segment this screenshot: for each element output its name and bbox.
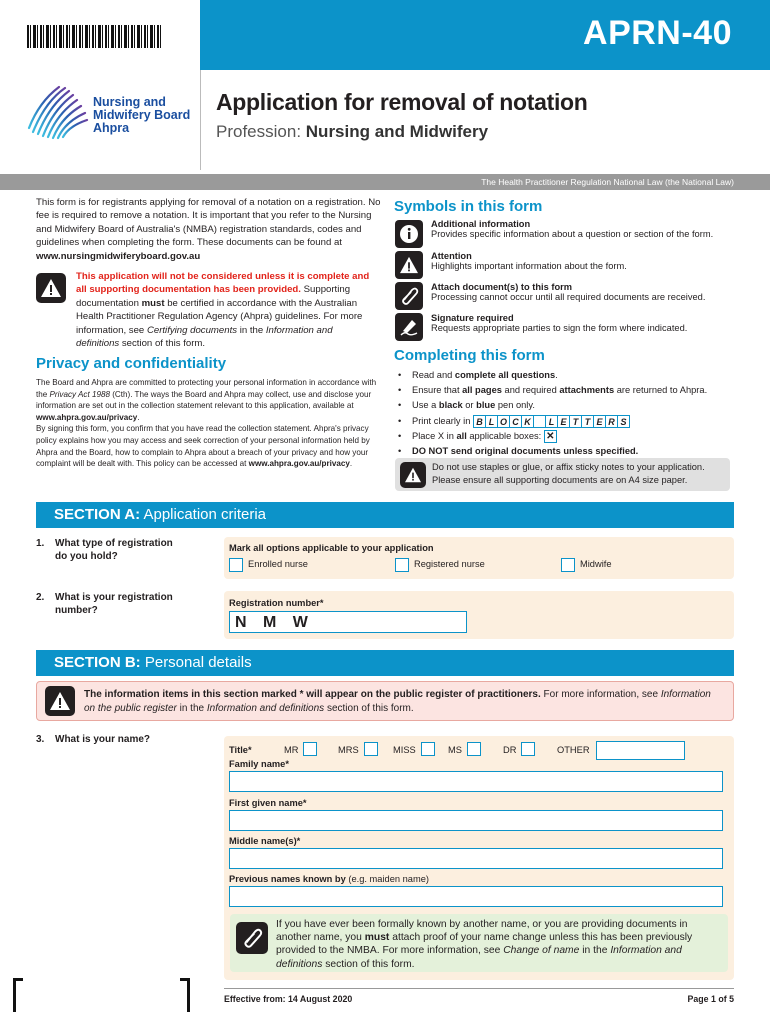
section-a-header: SECTION A: Application criteria (36, 502, 734, 528)
attention-icon (45, 686, 75, 716)
attention-paragraph: This application will not be considered unless it is complete and all supporting documentation has been provided. Supporting documentation must be certified in accordance with the Australian Health Practitioner Regulation Agency (Ahpra) guidelines. For more information, see Certifying documents in the Information and definitions section of this form. (76, 271, 370, 350)
registration-type-label: Mark all options applicable to your application (229, 543, 434, 553)
question-2: 2. What is your registration number? (36, 592, 173, 616)
intro-paragraph: This form is for registrants applying for removal of a notation on a registration. No fee is required to remove a notation. It is important that you refer to the Nursing and Midwifery Board of Australia's (NMBA) registration standards, codes and guidelines when completing the form. These documents can be found at www.nursingmidwiferyboard.gov.au (36, 197, 381, 262)
symbol-signature: Signature required Requests appropriate parties to sign the form where indicated. (431, 313, 688, 333)
profession-subtitle: Profession: Nursing and Midwifery (216, 122, 489, 141)
first-name-input[interactable] (229, 810, 723, 831)
enrolled-nurse-checkbox[interactable] (229, 558, 243, 572)
registration-number-input[interactable]: N M W (229, 611, 467, 633)
signature-pen-icon (395, 313, 423, 341)
title-ms-checkbox[interactable] (467, 742, 481, 756)
symbol-attention: Attention Highlights important information about the form. (431, 251, 627, 271)
title-mr-checkbox[interactable] (303, 742, 317, 756)
list-item: • Print clearly in B L O C K L E T T E R S (398, 414, 738, 429)
paperclip-icon (236, 922, 268, 954)
symbol-attach: Attach document(s) to this form Processing cannot occur until all required documents are received. (431, 282, 706, 302)
list-item: • Read and complete all questions. (398, 368, 738, 383)
title-other-label: OTHER (557, 745, 590, 755)
privacy-link-2[interactable]: www.ahpra.gov.au/privacy (248, 459, 350, 469)
completing-heading: Completing this form (394, 347, 545, 364)
title-dr-checkbox[interactable] (521, 742, 535, 756)
registration-number-label: Registration number* (229, 598, 324, 608)
crop-mark-left (13, 978, 23, 1012)
list-item: • Place X in all applicable boxes: ✕ (398, 429, 738, 444)
list-item: • Use a black or blue pen only. (398, 398, 738, 413)
block-letters-example: B L O C K L E T T E R S (473, 416, 629, 426)
header-divider (200, 70, 201, 170)
section-b-header: SECTION B: Personal details (36, 650, 734, 676)
staples-notice-text: Do not use staples or glue, or affix sticky notes to your application. Please ensure all supporting documents are on A4 size paper. (432, 462, 705, 485)
first-name-label: First given name* (229, 798, 307, 808)
info-icon (395, 220, 423, 248)
form-code: APRN-40 (583, 14, 732, 52)
question-3: 3. What is your name? (36, 734, 151, 745)
registered-nurse-label: Registered nurse (414, 559, 485, 569)
crop-mark-right (180, 978, 190, 1012)
symbols-heading: Symbols in this form (394, 198, 543, 215)
title-miss-checkbox[interactable] (421, 742, 435, 756)
board-logo-icon (25, 82, 91, 142)
privacy-paragraph: The Board and Ahpra are committed to protecting your personal information in accordance with the Privacy Act 1988 (Cth). The ways the Board and Ahpra may collect, use and disclose your information are set out in the collection statement relevant to this application, available at www.ahpra.gov.au/privacy. By signing this form, you confirm that you have read the collection statement. Ahpra's privacy policy explains how you may access and seek correction of your personal information held by Ahpra and the Board, how to complain to Ahpra about a breach of your privacy and how your complaint will be dealt with. This policy can be accessed at www.ahpra.gov.au/privacy. (36, 378, 377, 469)
page-number: Page 1 of 5 (687, 994, 734, 1004)
footer-divider (224, 988, 734, 989)
midwife-label: Midwife (580, 559, 612, 569)
board-website-link[interactable]: www.nursingmidwiferyboard.gov.au (36, 250, 201, 262)
middle-name-input[interactable] (229, 848, 723, 869)
title-label: Title* (229, 745, 252, 755)
list-item: • DO NOT send original documents unless specified. (398, 444, 738, 459)
list-item: • Ensure that all pages and required attachments are returned to Ahpra. (398, 383, 738, 398)
completing-list (398, 368, 738, 459)
title-mrs-label: MRS (338, 745, 359, 755)
title-ms-label: MS (448, 745, 462, 755)
enrolled-nurse-label: Enrolled nurse (248, 559, 308, 569)
family-name-label: Family name* (229, 759, 289, 769)
family-name-input[interactable] (229, 771, 723, 792)
registered-nurse-checkbox[interactable] (395, 558, 409, 572)
symbol-info: Additional information Provides specific information about a question or section of the form. (431, 219, 714, 239)
law-text: The Health Practitioner Regulation National Law (the National Law) (481, 177, 734, 187)
example-x-box: ✕ (544, 430, 557, 443)
midwife-checkbox[interactable] (561, 558, 575, 572)
title-other-input[interactable] (596, 741, 685, 760)
attention-icon (36, 273, 66, 303)
title-dr-label: DR (503, 745, 517, 755)
page-title: Application for removal of notation (216, 89, 588, 115)
middle-name-label: Middle name(s)* (229, 836, 301, 846)
privacy-heading: Privacy and confidentiality (36, 355, 227, 372)
title-miss-label: MISS (393, 745, 416, 755)
question-1: 1. What type of registration do you hold? (36, 538, 173, 562)
public-register-alert-text: The information items in this section marked * will appear on the public register of practitioners. For more information, see Information on the public register in the Information and definitions section of this form. (84, 689, 711, 714)
name-change-info-text: If you have ever been formally known by another name, or you are providing documents in another name, you must attach proof of your name change unless this has been previously provided to the NMBA. For more information, see Change of name in the Information and definitions section of this form. (276, 919, 693, 970)
board-logo-text: Nursing and Midwifery Board Ahpra (93, 95, 191, 135)
previous-names-input[interactable] (229, 886, 723, 907)
attention-icon (395, 251, 423, 279)
effective-date: Effective from: 14 August 2020 (224, 994, 353, 1004)
barcode (27, 25, 162, 48)
attention-icon (400, 462, 426, 488)
title-mrs-checkbox[interactable] (364, 742, 378, 756)
title-mr-label: MR (284, 745, 299, 755)
paperclip-icon (395, 282, 423, 310)
privacy-link[interactable]: www.ahpra.gov.au/privacy (36, 412, 138, 422)
previous-names-label: Previous names known by (e.g. maiden name) (229, 874, 429, 884)
